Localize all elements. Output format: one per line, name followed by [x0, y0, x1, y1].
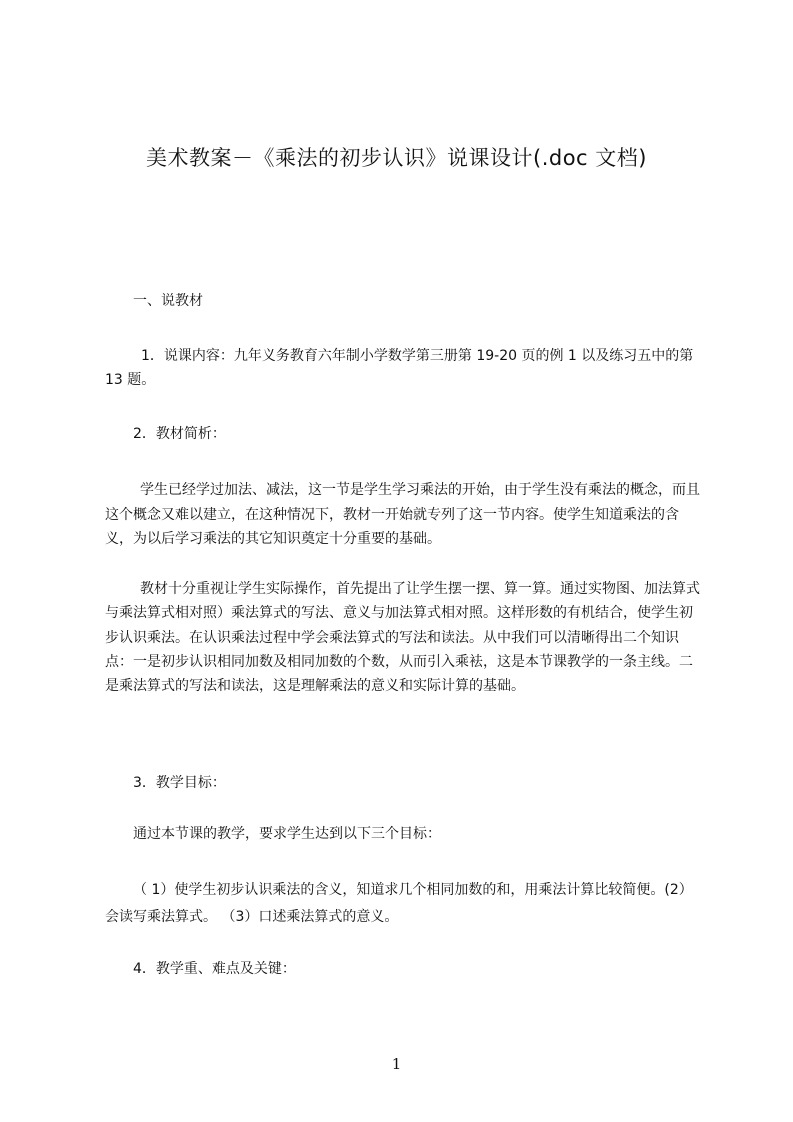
paragraph-course-content	[105, 344, 705, 392]
section-heading-4: 4．教学重、难点及关键：	[133, 961, 296, 977]
paragraph-material-operations	[105, 577, 705, 698]
section-heading-2: 2．教材简析：	[133, 426, 226, 442]
document-title: 美术教案－《乘法的初步认识》说课设计(.doc 文档)	[146, 146, 647, 170]
paragraph-text: 1．说课内容：九年义务教育六年制小学数学第三册第 19-20 页的例 1 以及练习五中的第 13 题。	[105, 348, 698, 388]
paragraph-text: 学生已经学过加法、减法，这一节是学生学习乘法的开始，由于学生没有乘法的概念，而且这个概念又难以建立，在这种情况下，教材一开始就专列了这一节内容。使学生知道乘法的含义，为以后学习乘法的其它知识奠定十分重要的基础。	[105, 482, 700, 547]
paragraph-goals-intro: 通过本节课的教学，要求学生达到以下三个目标：	[133, 826, 441, 842]
section-heading-1: 一、说教材	[133, 293, 203, 309]
section-heading-3: 3．教学目标：	[133, 775, 226, 791]
paragraph-text: 教材十分重视让学生实际操作，首先提出了让学生摆一摆、算一算。通过实物图、加法算式与乘法算式相对照）乘法算式的写法、意义与加法算式相对照。这样形数的有机结合，使学生初步认识乘法。在认识乘法过程中学会乘法算式的写法和读法。从中我们可以清晰得出二个知识点：一是初步认识相同加数及相同加数的个数，从而引入乘袪，这是本节课教学的一条主线。二是乘法算式的写法和读法，这是理解乘法的意义和实际计算的基础。	[105, 581, 700, 695]
paragraph-material-analysis	[105, 478, 705, 552]
page-number: 1	[391, 1055, 402, 1073]
paragraph-goals	[105, 877, 705, 931]
paragraph-text: （ 1）使学生初步认识乘法的含义，知道求几个相同加数的和，用乘法计算比较简便。(2）会读写乘法算式。 （3）口述乘法算式的意义。	[105, 882, 693, 925]
